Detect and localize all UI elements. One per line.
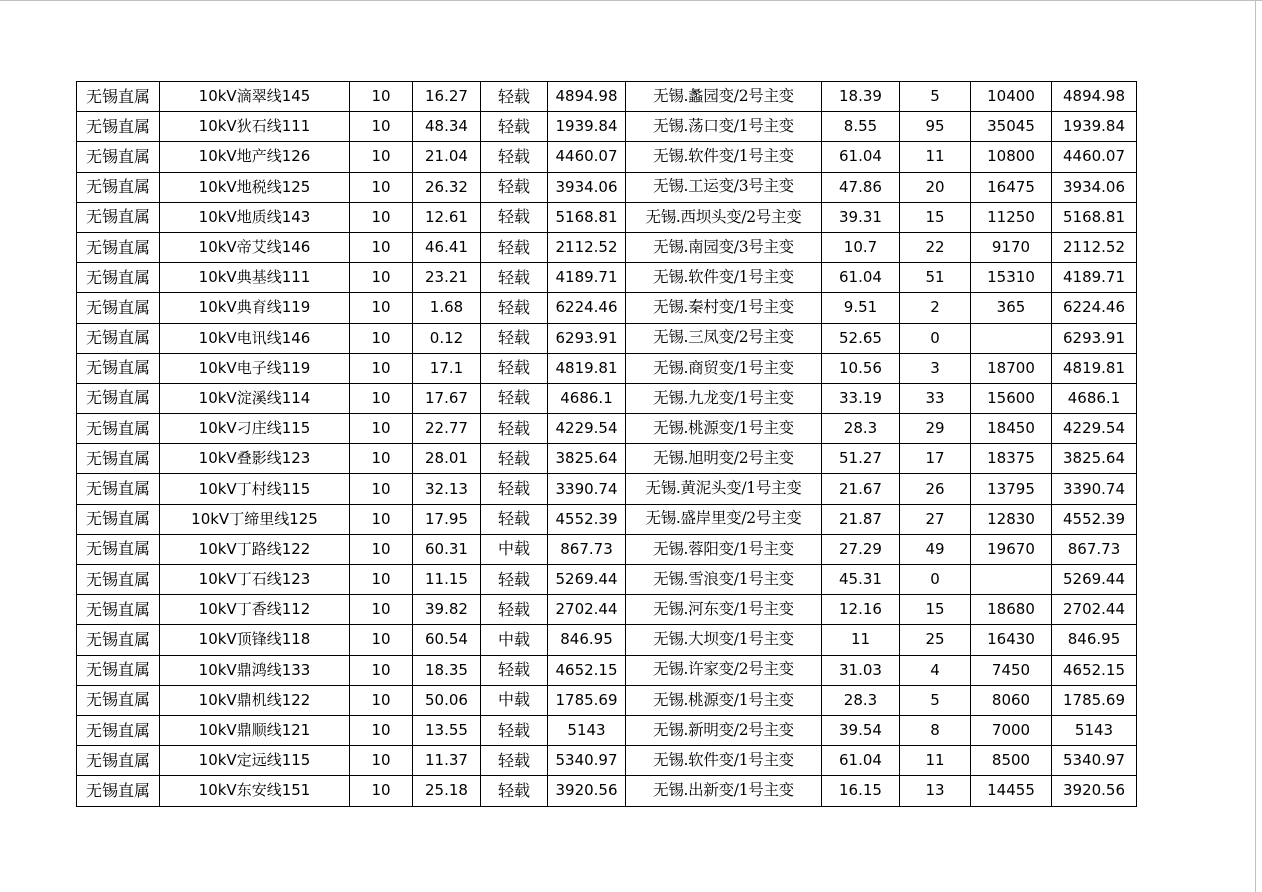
- voltage-cell: 10: [350, 112, 413, 142]
- line-name-cell: 10kV地产线126: [160, 142, 350, 172]
- unit-cell: 无锡直属: [77, 414, 160, 444]
- transformer-cell: 无锡.软件变/1号主变: [626, 263, 822, 293]
- user-count-cell: 25: [900, 625, 971, 655]
- table-row: [77, 172, 1137, 202]
- voltage-cell: 10: [350, 172, 413, 202]
- voltage-cell: 10: [350, 474, 413, 504]
- table-row: [77, 202, 1137, 232]
- line-name-cell: 10kV地税线125: [160, 172, 350, 202]
- available-capacity-cell: 6224.46: [548, 293, 626, 323]
- user-capacity-cell: 18680: [971, 595, 1052, 625]
- transformer-load-cell: 61.04: [822, 142, 900, 172]
- available-capacity-cell: 4652.15: [548, 655, 626, 685]
- load-status-cell: 轻载: [481, 293, 548, 323]
- line-name-cell: 10kV丁路线122: [160, 534, 350, 564]
- user-capacity-cell: 11250: [971, 202, 1052, 232]
- transformer-cell: 无锡.荡口变/1号主变: [626, 112, 822, 142]
- transformer-cell: 无锡.九龙变/1号主变: [626, 383, 822, 413]
- load-rate-cell: 22.77: [413, 414, 481, 444]
- load-rate-cell: 12.61: [413, 202, 481, 232]
- voltage-cell: 10: [350, 232, 413, 262]
- load-rate-cell: 46.41: [413, 232, 481, 262]
- transformer-cell: 无锡.软件变/1号主变: [626, 142, 822, 172]
- transformer-cell: 无锡.雪浪变/1号主变: [626, 565, 822, 595]
- available-capacity-cell: 6293.91: [548, 323, 626, 353]
- line-name-cell: 10kV鼎鸿线133: [160, 655, 350, 685]
- voltage-cell: 10: [350, 715, 413, 745]
- line-name-cell: 10kV鼎机线122: [160, 685, 350, 715]
- remaining-capacity-cell: 4552.39: [1052, 504, 1137, 534]
- table-row: [77, 142, 1137, 172]
- available-capacity-cell: 5340.97: [548, 746, 626, 776]
- table-row: [77, 414, 1137, 444]
- load-rate-cell: 60.54: [413, 625, 481, 655]
- remaining-capacity-cell: 1939.84: [1052, 112, 1137, 142]
- load-status-cell: 轻载: [481, 82, 548, 112]
- user-capacity-cell: 19670: [971, 534, 1052, 564]
- table-row: [77, 323, 1137, 353]
- unit-cell: 无锡直属: [77, 172, 160, 202]
- voltage-cell: 10: [350, 414, 413, 444]
- available-capacity-cell: 3920.56: [548, 776, 626, 806]
- transformer-cell: 无锡.盛岸里变/2号主变: [626, 504, 822, 534]
- voltage-cell: 10: [350, 293, 413, 323]
- transformer-cell: 无锡.商贸变/1号主变: [626, 353, 822, 383]
- remaining-capacity-cell: 867.73: [1052, 534, 1137, 564]
- user-capacity-cell: [971, 565, 1052, 595]
- user-count-cell: 17: [900, 444, 971, 474]
- remaining-capacity-cell: 3390.74: [1052, 474, 1137, 504]
- transformer-load-cell: 52.65: [822, 323, 900, 353]
- user-count-cell: 4: [900, 655, 971, 685]
- load-status-cell: 轻载: [481, 414, 548, 444]
- transformer-load-cell: 11: [822, 625, 900, 655]
- user-capacity-cell: [971, 323, 1052, 353]
- line-name-cell: 10kV电子线119: [160, 353, 350, 383]
- voltage-cell: 10: [350, 263, 413, 293]
- table-row: [77, 383, 1137, 413]
- transformer-load-cell: 61.04: [822, 263, 900, 293]
- transformer-load-cell: 16.15: [822, 776, 900, 806]
- unit-cell: 无锡直属: [77, 685, 160, 715]
- transformer-load-cell: 27.29: [822, 534, 900, 564]
- table-row: [77, 263, 1137, 293]
- transformer-cell: 无锡.秦村变/1号主变: [626, 293, 822, 323]
- transformer-cell: 无锡.出新变/1号主变: [626, 776, 822, 806]
- load-status-cell: 轻载: [481, 383, 548, 413]
- user-count-cell: 5: [900, 82, 971, 112]
- voltage-cell: 10: [350, 565, 413, 595]
- user-capacity-cell: 18450: [971, 414, 1052, 444]
- user-count-cell: 51: [900, 263, 971, 293]
- line-name-cell: 10kV丁村线115: [160, 474, 350, 504]
- user-capacity-cell: 14455: [971, 776, 1052, 806]
- remaining-capacity-cell: 5143: [1052, 715, 1137, 745]
- line-name-cell: 10kV丁石线123: [160, 565, 350, 595]
- remaining-capacity-cell: 4819.81: [1052, 353, 1137, 383]
- unit-cell: 无锡直属: [77, 776, 160, 806]
- remaining-capacity-cell: 1785.69: [1052, 685, 1137, 715]
- load-rate-cell: 17.67: [413, 383, 481, 413]
- load-rate-cell: 0.12: [413, 323, 481, 353]
- remaining-capacity-cell: 6224.46: [1052, 293, 1137, 323]
- user-count-cell: 15: [900, 595, 971, 625]
- remaining-capacity-cell: 846.95: [1052, 625, 1137, 655]
- user-capacity-cell: 15600: [971, 383, 1052, 413]
- user-capacity-cell: 35045: [971, 112, 1052, 142]
- voltage-cell: 10: [350, 353, 413, 383]
- load-status-cell: 轻载: [481, 715, 548, 745]
- table-row: [77, 112, 1137, 142]
- table-row: [77, 504, 1137, 534]
- remaining-capacity-cell: 5269.44: [1052, 565, 1137, 595]
- transformer-load-cell: 21.87: [822, 504, 900, 534]
- table-row: [77, 444, 1137, 474]
- transformer-cell: 无锡.桃源变/1号主变: [626, 414, 822, 444]
- remaining-capacity-cell: 2702.44: [1052, 595, 1137, 625]
- load-status-cell: 中载: [481, 625, 548, 655]
- line-name-cell: 10kV顶锋线118: [160, 625, 350, 655]
- transformer-load-cell: 10.56: [822, 353, 900, 383]
- unit-cell: 无锡直属: [77, 232, 160, 262]
- voltage-cell: 10: [350, 504, 413, 534]
- line-name-cell: 10kV帝艾线146: [160, 232, 350, 262]
- unit-cell: 无锡直属: [77, 142, 160, 172]
- transformer-cell: 无锡.河东变/1号主变: [626, 595, 822, 625]
- unit-cell: 无锡直属: [77, 323, 160, 353]
- available-capacity-cell: 5168.81: [548, 202, 626, 232]
- transformer-load-cell: 31.03: [822, 655, 900, 685]
- load-status-cell: 轻载: [481, 504, 548, 534]
- load-status-cell: 中载: [481, 534, 548, 564]
- load-status-cell: 轻载: [481, 323, 548, 353]
- unit-cell: 无锡直属: [77, 82, 160, 112]
- transformer-cell: 无锡.大坝变/1号主变: [626, 625, 822, 655]
- voltage-cell: 10: [350, 82, 413, 112]
- remaining-capacity-cell: 5340.97: [1052, 746, 1137, 776]
- transformer-cell: 无锡.南园变/3号主变: [626, 232, 822, 262]
- remaining-capacity-cell: 4894.98: [1052, 82, 1137, 112]
- transformer-load-cell: 33.19: [822, 383, 900, 413]
- user-count-cell: 13: [900, 776, 971, 806]
- available-capacity-cell: 4686.1: [548, 383, 626, 413]
- transformer-cell: 无锡.西坝头变/2号主变: [626, 202, 822, 232]
- transformer-load-cell: 39.31: [822, 202, 900, 232]
- table-row: [77, 655, 1137, 685]
- voltage-cell: 10: [350, 685, 413, 715]
- load-status-cell: 轻载: [481, 232, 548, 262]
- transformer-load-cell: 21.67: [822, 474, 900, 504]
- available-capacity-cell: 5143: [548, 715, 626, 745]
- user-count-cell: 11: [900, 746, 971, 776]
- transformer-load-cell: 10.7: [822, 232, 900, 262]
- available-capacity-cell: 4894.98: [548, 82, 626, 112]
- available-capacity-cell: 3934.06: [548, 172, 626, 202]
- transformer-load-cell: 61.04: [822, 746, 900, 776]
- line-name-cell: 10kV典育线119: [160, 293, 350, 323]
- table-row: [77, 534, 1137, 564]
- transformer-load-cell: 28.3: [822, 414, 900, 444]
- load-rate-cell: 17.95: [413, 504, 481, 534]
- load-status-cell: 中载: [481, 685, 548, 715]
- voltage-cell: 10: [350, 202, 413, 232]
- page-right-border: [1255, 0, 1256, 892]
- available-capacity-cell: 2112.52: [548, 232, 626, 262]
- line-name-cell: 10kV刁庄线115: [160, 414, 350, 444]
- transformer-cell: 无锡.蓉阳变/1号主变: [626, 534, 822, 564]
- load-rate-cell: 48.34: [413, 112, 481, 142]
- user-count-cell: 2: [900, 293, 971, 323]
- available-capacity-cell: 4552.39: [548, 504, 626, 534]
- available-capacity-cell: 3825.64: [548, 444, 626, 474]
- load-status-cell: 轻载: [481, 142, 548, 172]
- user-capacity-cell: 8060: [971, 685, 1052, 715]
- user-count-cell: 95: [900, 112, 971, 142]
- voltage-cell: 10: [350, 323, 413, 353]
- transformer-load-cell: 51.27: [822, 444, 900, 474]
- load-rate-cell: 25.18: [413, 776, 481, 806]
- transformer-load-cell: 8.55: [822, 112, 900, 142]
- user-count-cell: 22: [900, 232, 971, 262]
- user-capacity-cell: 13795: [971, 474, 1052, 504]
- load-rate-cell: 13.55: [413, 715, 481, 745]
- user-count-cell: 0: [900, 323, 971, 353]
- load-status-cell: 轻载: [481, 444, 548, 474]
- transformer-cell: 无锡.许家变/2号主变: [626, 655, 822, 685]
- line-name-cell: 10kV鼎顺线121: [160, 715, 350, 745]
- available-capacity-cell: 1939.84: [548, 112, 626, 142]
- table-row: [77, 746, 1137, 776]
- user-count-cell: 11: [900, 142, 971, 172]
- table-row: [77, 474, 1137, 504]
- line-name-cell: 10kV地质线143: [160, 202, 350, 232]
- user-capacity-cell: 18700: [971, 353, 1052, 383]
- user-capacity-cell: 7450: [971, 655, 1052, 685]
- line-name-cell: 10kV滴翠线145: [160, 82, 350, 112]
- voltage-cell: 10: [350, 746, 413, 776]
- user-count-cell: 15: [900, 202, 971, 232]
- load-rate-cell: 26.32: [413, 172, 481, 202]
- transformer-load-cell: 47.86: [822, 172, 900, 202]
- line-name-cell: 10kV丁香线112: [160, 595, 350, 625]
- user-count-cell: 49: [900, 534, 971, 564]
- user-capacity-cell: 7000: [971, 715, 1052, 745]
- transformer-cell: 无锡.黄泥头变/1号主变: [626, 474, 822, 504]
- load-status-cell: 轻载: [481, 112, 548, 142]
- load-rate-cell: 32.13: [413, 474, 481, 504]
- table-row: [77, 715, 1137, 745]
- remaining-capacity-cell: 4189.71: [1052, 263, 1137, 293]
- user-capacity-cell: 9170: [971, 232, 1052, 262]
- load-rate-cell: 39.82: [413, 595, 481, 625]
- transformer-cell: 无锡.工运变/3号主变: [626, 172, 822, 202]
- unit-cell: 无锡直属: [77, 655, 160, 685]
- transformer-load-cell: 9.51: [822, 293, 900, 323]
- table-body: [77, 82, 1137, 807]
- line-name-cell: 10kV狄石线111: [160, 112, 350, 142]
- user-count-cell: 26: [900, 474, 971, 504]
- voltage-cell: 10: [350, 534, 413, 564]
- load-rate-cell: 16.27: [413, 82, 481, 112]
- user-capacity-cell: 10400: [971, 82, 1052, 112]
- available-capacity-cell: 846.95: [548, 625, 626, 655]
- user-capacity-cell: 8500: [971, 746, 1052, 776]
- load-rate-cell: 11.15: [413, 565, 481, 595]
- page-top-border: [0, 0, 1262, 1]
- unit-cell: 无锡直属: [77, 112, 160, 142]
- table-row: [77, 625, 1137, 655]
- load-status-cell: 轻载: [481, 595, 548, 625]
- remaining-capacity-cell: 4229.54: [1052, 414, 1137, 444]
- unit-cell: 无锡直属: [77, 293, 160, 323]
- transformer-cell: 无锡.新明变/2号主变: [626, 715, 822, 745]
- unit-cell: 无锡直属: [77, 353, 160, 383]
- transformer-cell: 无锡.旭明变/2号主变: [626, 444, 822, 474]
- line-name-cell: 10kV叠影线123: [160, 444, 350, 474]
- remaining-capacity-cell: 4686.1: [1052, 383, 1137, 413]
- available-capacity-cell: 2702.44: [548, 595, 626, 625]
- remaining-capacity-cell: 3920.56: [1052, 776, 1137, 806]
- unit-cell: 无锡直属: [77, 746, 160, 776]
- user-capacity-cell: 18375: [971, 444, 1052, 474]
- load-status-cell: 轻载: [481, 353, 548, 383]
- load-status-cell: 轻载: [481, 655, 548, 685]
- load-rate-cell: 11.37: [413, 746, 481, 776]
- user-capacity-cell: 16430: [971, 625, 1052, 655]
- transformer-load-cell: 12.16: [822, 595, 900, 625]
- remaining-capacity-cell: 5168.81: [1052, 202, 1137, 232]
- line-name-cell: 10kV典基线111: [160, 263, 350, 293]
- available-capacity-cell: 4189.71: [548, 263, 626, 293]
- available-capacity-cell: 4819.81: [548, 353, 626, 383]
- voltage-cell: 10: [350, 655, 413, 685]
- load-status-cell: 轻载: [481, 565, 548, 595]
- load-rate-cell: 23.21: [413, 263, 481, 293]
- unit-cell: 无锡直属: [77, 565, 160, 595]
- transformer-cell: 无锡.软件变/1号主变: [626, 746, 822, 776]
- remaining-capacity-cell: 3825.64: [1052, 444, 1137, 474]
- table-row: [77, 82, 1137, 112]
- available-capacity-cell: 1785.69: [548, 685, 626, 715]
- transformer-load-cell: 39.54: [822, 715, 900, 745]
- user-capacity-cell: 365: [971, 293, 1052, 323]
- unit-cell: 无锡直属: [77, 263, 160, 293]
- load-status-cell: 轻载: [481, 474, 548, 504]
- unit-cell: 无锡直属: [77, 444, 160, 474]
- load-status-cell: 轻载: [481, 263, 548, 293]
- unit-cell: 无锡直属: [77, 474, 160, 504]
- user-capacity-cell: 16475: [971, 172, 1052, 202]
- load-rate-cell: 17.1: [413, 353, 481, 383]
- user-capacity-cell: 15310: [971, 263, 1052, 293]
- user-count-cell: 8: [900, 715, 971, 745]
- unit-cell: 无锡直属: [77, 625, 160, 655]
- unit-cell: 无锡直属: [77, 534, 160, 564]
- line-load-table: [76, 81, 1137, 807]
- available-capacity-cell: 4460.07: [548, 142, 626, 172]
- table-row: [77, 293, 1137, 323]
- available-capacity-cell: 4229.54: [548, 414, 626, 444]
- voltage-cell: 10: [350, 776, 413, 806]
- line-name-cell: 10kV东安线151: [160, 776, 350, 806]
- unit-cell: 无锡直属: [77, 383, 160, 413]
- user-count-cell: 27: [900, 504, 971, 534]
- voltage-cell: 10: [350, 444, 413, 474]
- voltage-cell: 10: [350, 595, 413, 625]
- user-capacity-cell: 10800: [971, 142, 1052, 172]
- unit-cell: 无锡直属: [77, 595, 160, 625]
- line-name-cell: 10kV淀溪线114: [160, 383, 350, 413]
- transformer-load-cell: 45.31: [822, 565, 900, 595]
- unit-cell: 无锡直属: [77, 202, 160, 232]
- user-count-cell: 20: [900, 172, 971, 202]
- load-status-cell: 轻载: [481, 776, 548, 806]
- line-name-cell: 10kV丁缔里线125: [160, 504, 350, 534]
- user-count-cell: 33: [900, 383, 971, 413]
- unit-cell: 无锡直属: [77, 504, 160, 534]
- remaining-capacity-cell: 4652.15: [1052, 655, 1137, 685]
- transformer-load-cell: 18.39: [822, 82, 900, 112]
- table-row: [77, 685, 1137, 715]
- table-row: [77, 232, 1137, 262]
- line-name-cell: 10kV定远线115: [160, 746, 350, 776]
- remaining-capacity-cell: 4460.07: [1052, 142, 1137, 172]
- load-status-cell: 轻载: [481, 746, 548, 776]
- transformer-cell: 无锡.三凤变/2号主变: [626, 323, 822, 353]
- remaining-capacity-cell: 6293.91: [1052, 323, 1137, 353]
- load-status-cell: 轻载: [481, 172, 548, 202]
- unit-cell: 无锡直属: [77, 715, 160, 745]
- transformer-load-cell: 28.3: [822, 685, 900, 715]
- remaining-capacity-cell: 2112.52: [1052, 232, 1137, 262]
- available-capacity-cell: 5269.44: [548, 565, 626, 595]
- user-capacity-cell: 12830: [971, 504, 1052, 534]
- load-rate-cell: 1.68: [413, 293, 481, 323]
- voltage-cell: 10: [350, 625, 413, 655]
- table-row: [77, 776, 1137, 806]
- transformer-cell: 无锡.桃源变/1号主变: [626, 685, 822, 715]
- load-rate-cell: 18.35: [413, 655, 481, 685]
- available-capacity-cell: 867.73: [548, 534, 626, 564]
- transformer-cell: 无锡.蠡园变/2号主变: [626, 82, 822, 112]
- load-rate-cell: 50.06: [413, 685, 481, 715]
- remaining-capacity-cell: 3934.06: [1052, 172, 1137, 202]
- load-rate-cell: 28.01: [413, 444, 481, 474]
- user-count-cell: 5: [900, 685, 971, 715]
- load-rate-cell: 60.31: [413, 534, 481, 564]
- voltage-cell: 10: [350, 142, 413, 172]
- table-row: [77, 565, 1137, 595]
- available-capacity-cell: 3390.74: [548, 474, 626, 504]
- user-count-cell: 3: [900, 353, 971, 383]
- table-row: [77, 595, 1137, 625]
- table-row: [77, 353, 1137, 383]
- load-rate-cell: 21.04: [413, 142, 481, 172]
- line-name-cell: 10kV电讯线146: [160, 323, 350, 353]
- user-count-cell: 0: [900, 565, 971, 595]
- user-count-cell: 29: [900, 414, 971, 444]
- load-status-cell: 轻载: [481, 202, 548, 232]
- voltage-cell: 10: [350, 383, 413, 413]
